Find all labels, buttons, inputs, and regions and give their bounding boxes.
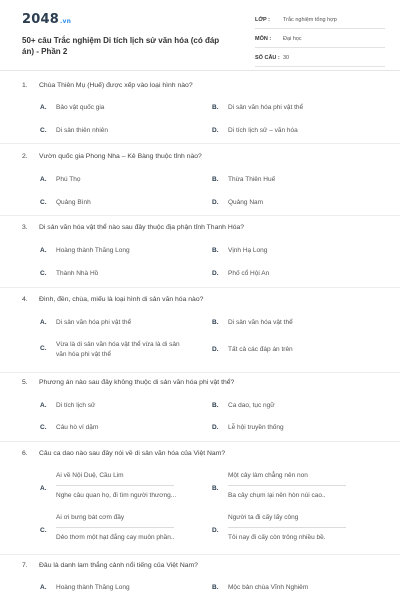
question-divider	[0, 554, 400, 555]
verse-line-1: Một cây làm chẳng nên non	[228, 472, 308, 479]
meta-key: MÔN :	[255, 36, 272, 42]
option-letter: D.	[212, 346, 219, 353]
question-text	[22, 296, 382, 303]
document-header	[0, 0, 400, 64]
option-text: Di tích lịch sử	[56, 402, 96, 409]
option-letter: B.	[212, 402, 219, 409]
option-text: Phú Thọ	[56, 176, 81, 183]
option-letter: A.	[40, 176, 47, 183]
question-stem: Phương án nào sau đây không thuộc di sản văn hóa phi vật thể?	[39, 379, 235, 386]
option-text: Lễ hội truyền thống	[228, 424, 284, 431]
option-text: Quảng Nam	[228, 199, 264, 206]
verse-line-2: Ba cây chụm lại nên hòn núi cao..	[228, 492, 326, 499]
question-text	[22, 379, 382, 386]
option-text: Hoàng thành Thăng Long	[56, 247, 130, 254]
question-number: 4.	[22, 296, 28, 303]
option-letter: B.	[212, 584, 219, 591]
verse-rule	[228, 485, 346, 486]
option-text: Tất cả các đáp án trên	[228, 346, 293, 353]
option-letter: B.	[212, 319, 219, 326]
option-letter: A.	[40, 319, 47, 326]
question-text	[22, 224, 382, 231]
option-letter: D.	[212, 127, 219, 134]
verse-rule	[228, 527, 346, 528]
option-letter: D.	[212, 527, 219, 534]
meta-key: SỐ CÂU :	[255, 55, 280, 61]
option-letter: C.	[40, 270, 47, 277]
option-b[interactable]	[212, 472, 382, 508]
option-text: Vịnh Hạ Long	[228, 247, 268, 254]
question-text	[22, 562, 382, 569]
question-number: 7.	[22, 562, 28, 569]
option-c[interactable]	[40, 514, 200, 550]
option-text: Di sản thiên nhiên	[56, 127, 109, 134]
question-stem: Vườn quốc gia Phong Nha – Kẻ Bàng thuộc tỉnh nào?	[39, 153, 202, 160]
option-text: Vừa là di sản văn hóa vật thể vừa là di sản văn hóa phi vật thể	[56, 341, 180, 358]
option-d[interactable]	[212, 514, 382, 550]
meta-value: Trắc nghiệm tổng hợp	[283, 17, 337, 23]
question-stem: Đâu là danh lam thắng cảnh nổi tiếng của Việt Nam?	[39, 562, 198, 569]
option-a[interactable]	[40, 472, 200, 508]
option-letter: A.	[40, 402, 47, 409]
meta-value: 30	[283, 55, 290, 61]
option-letter: C.	[40, 345, 47, 352]
option-text: Phố cổ Hội An	[228, 270, 270, 277]
question-divider	[0, 372, 400, 373]
question-stem: Chùa Thiên Mụ (Huế) được xếp vào loại hình nào?	[39, 82, 193, 89]
question-number: 3.	[22, 224, 28, 231]
meta-value: Đại học	[283, 36, 302, 42]
document-meta	[255, 12, 385, 69]
document-title: 50+ câu Trắc nghiệm Di tích lịch sử văn hóa (có đáp án) - Phần 2	[22, 36, 220, 56]
question-text	[22, 82, 382, 89]
option-letter: D.	[212, 424, 219, 431]
question-divider	[0, 441, 400, 442]
option-letter: B.	[212, 485, 219, 492]
option-letter: D.	[212, 270, 219, 277]
question-stem: Đình, đền, chùa, miếu là loại hình di sản văn hóa nào?	[39, 296, 204, 303]
question-number: 6.	[22, 450, 28, 457]
question-number: 5.	[22, 379, 28, 386]
verse-line-1: Ai ơi bưng bát cơm đầy	[56, 514, 125, 521]
option-letter: B.	[212, 247, 219, 254]
verse-line-2: Nghe câu quan họ, đi tìm người thương...	[56, 492, 177, 499]
option-letter: A.	[40, 584, 47, 591]
option-text: Mộc bản chùa Vĩnh Nghiêm	[228, 584, 309, 591]
option-letter: C.	[40, 424, 47, 431]
option-letter: A.	[40, 104, 47, 111]
option-letter: C.	[40, 527, 47, 534]
option-text: Thành Nhà Hồ	[56, 270, 99, 277]
logo-tld: .vn	[59, 18, 72, 25]
question-divider	[0, 287, 400, 288]
option-text: Bảo vật quốc gia	[56, 104, 105, 111]
option-letter: C.	[40, 127, 47, 134]
logo-text: 2048	[22, 12, 59, 27]
option-text: Di sản văn hóa vật thể	[228, 319, 293, 326]
option-letter: B.	[212, 176, 219, 183]
verse-rule	[56, 485, 174, 486]
header-divider	[0, 70, 400, 71]
meta-row-class	[255, 12, 385, 29]
option-text: Di tích lịch sử – văn hóa	[228, 127, 298, 134]
option-letter: C.	[40, 199, 47, 206]
option-text: Quảng Bình	[56, 199, 91, 206]
verse-line-2: Dẻo thơm một hạt đắng cay muôn phần..	[56, 534, 175, 541]
question-text	[22, 153, 382, 160]
verse-line-1: Ai về Nội Duệ, Cầu Lim	[56, 472, 124, 479]
question-text	[22, 450, 382, 457]
option-text: Di sản văn hóa phi vật thể	[56, 319, 132, 326]
option-letter: B.	[212, 104, 219, 111]
question-stem: Câu ca dao nào sau đây nói về di sản văn hóa của Việt Nam?	[39, 450, 226, 457]
question-number: 1.	[22, 82, 28, 89]
option-letter: A.	[40, 485, 47, 492]
option-text: Di sản văn hóa phi vật thể	[228, 104, 304, 111]
site-logo[interactable]	[22, 12, 71, 27]
option-text: Hoàng thành Thăng Long	[56, 584, 130, 591]
verse-line-1: Người ta đi cấy lấy công	[228, 514, 299, 521]
question-divider	[0, 143, 400, 144]
meta-row-count	[255, 50, 385, 67]
question-number: 2.	[22, 153, 28, 160]
meta-row-subject	[255, 31, 385, 48]
verse-line-2: Tôi nay đi cấy còn trông nhiều bề.	[228, 534, 326, 541]
option-text: Câu hò ví dặm	[56, 424, 99, 431]
option-letter: D.	[212, 199, 219, 206]
option-text: Thừa Thiên Huế	[228, 176, 276, 183]
meta-key: LỚP :	[255, 17, 270, 23]
option-letter: A.	[40, 247, 47, 254]
verse-rule	[56, 527, 174, 528]
question-divider	[0, 215, 400, 216]
option-text: Ca dao, tục ngữ	[228, 402, 275, 409]
question-stem: Di sản văn hóa vật thể nào sau đây thuộc địa phận tỉnh Thanh Hóa?	[39, 224, 245, 231]
